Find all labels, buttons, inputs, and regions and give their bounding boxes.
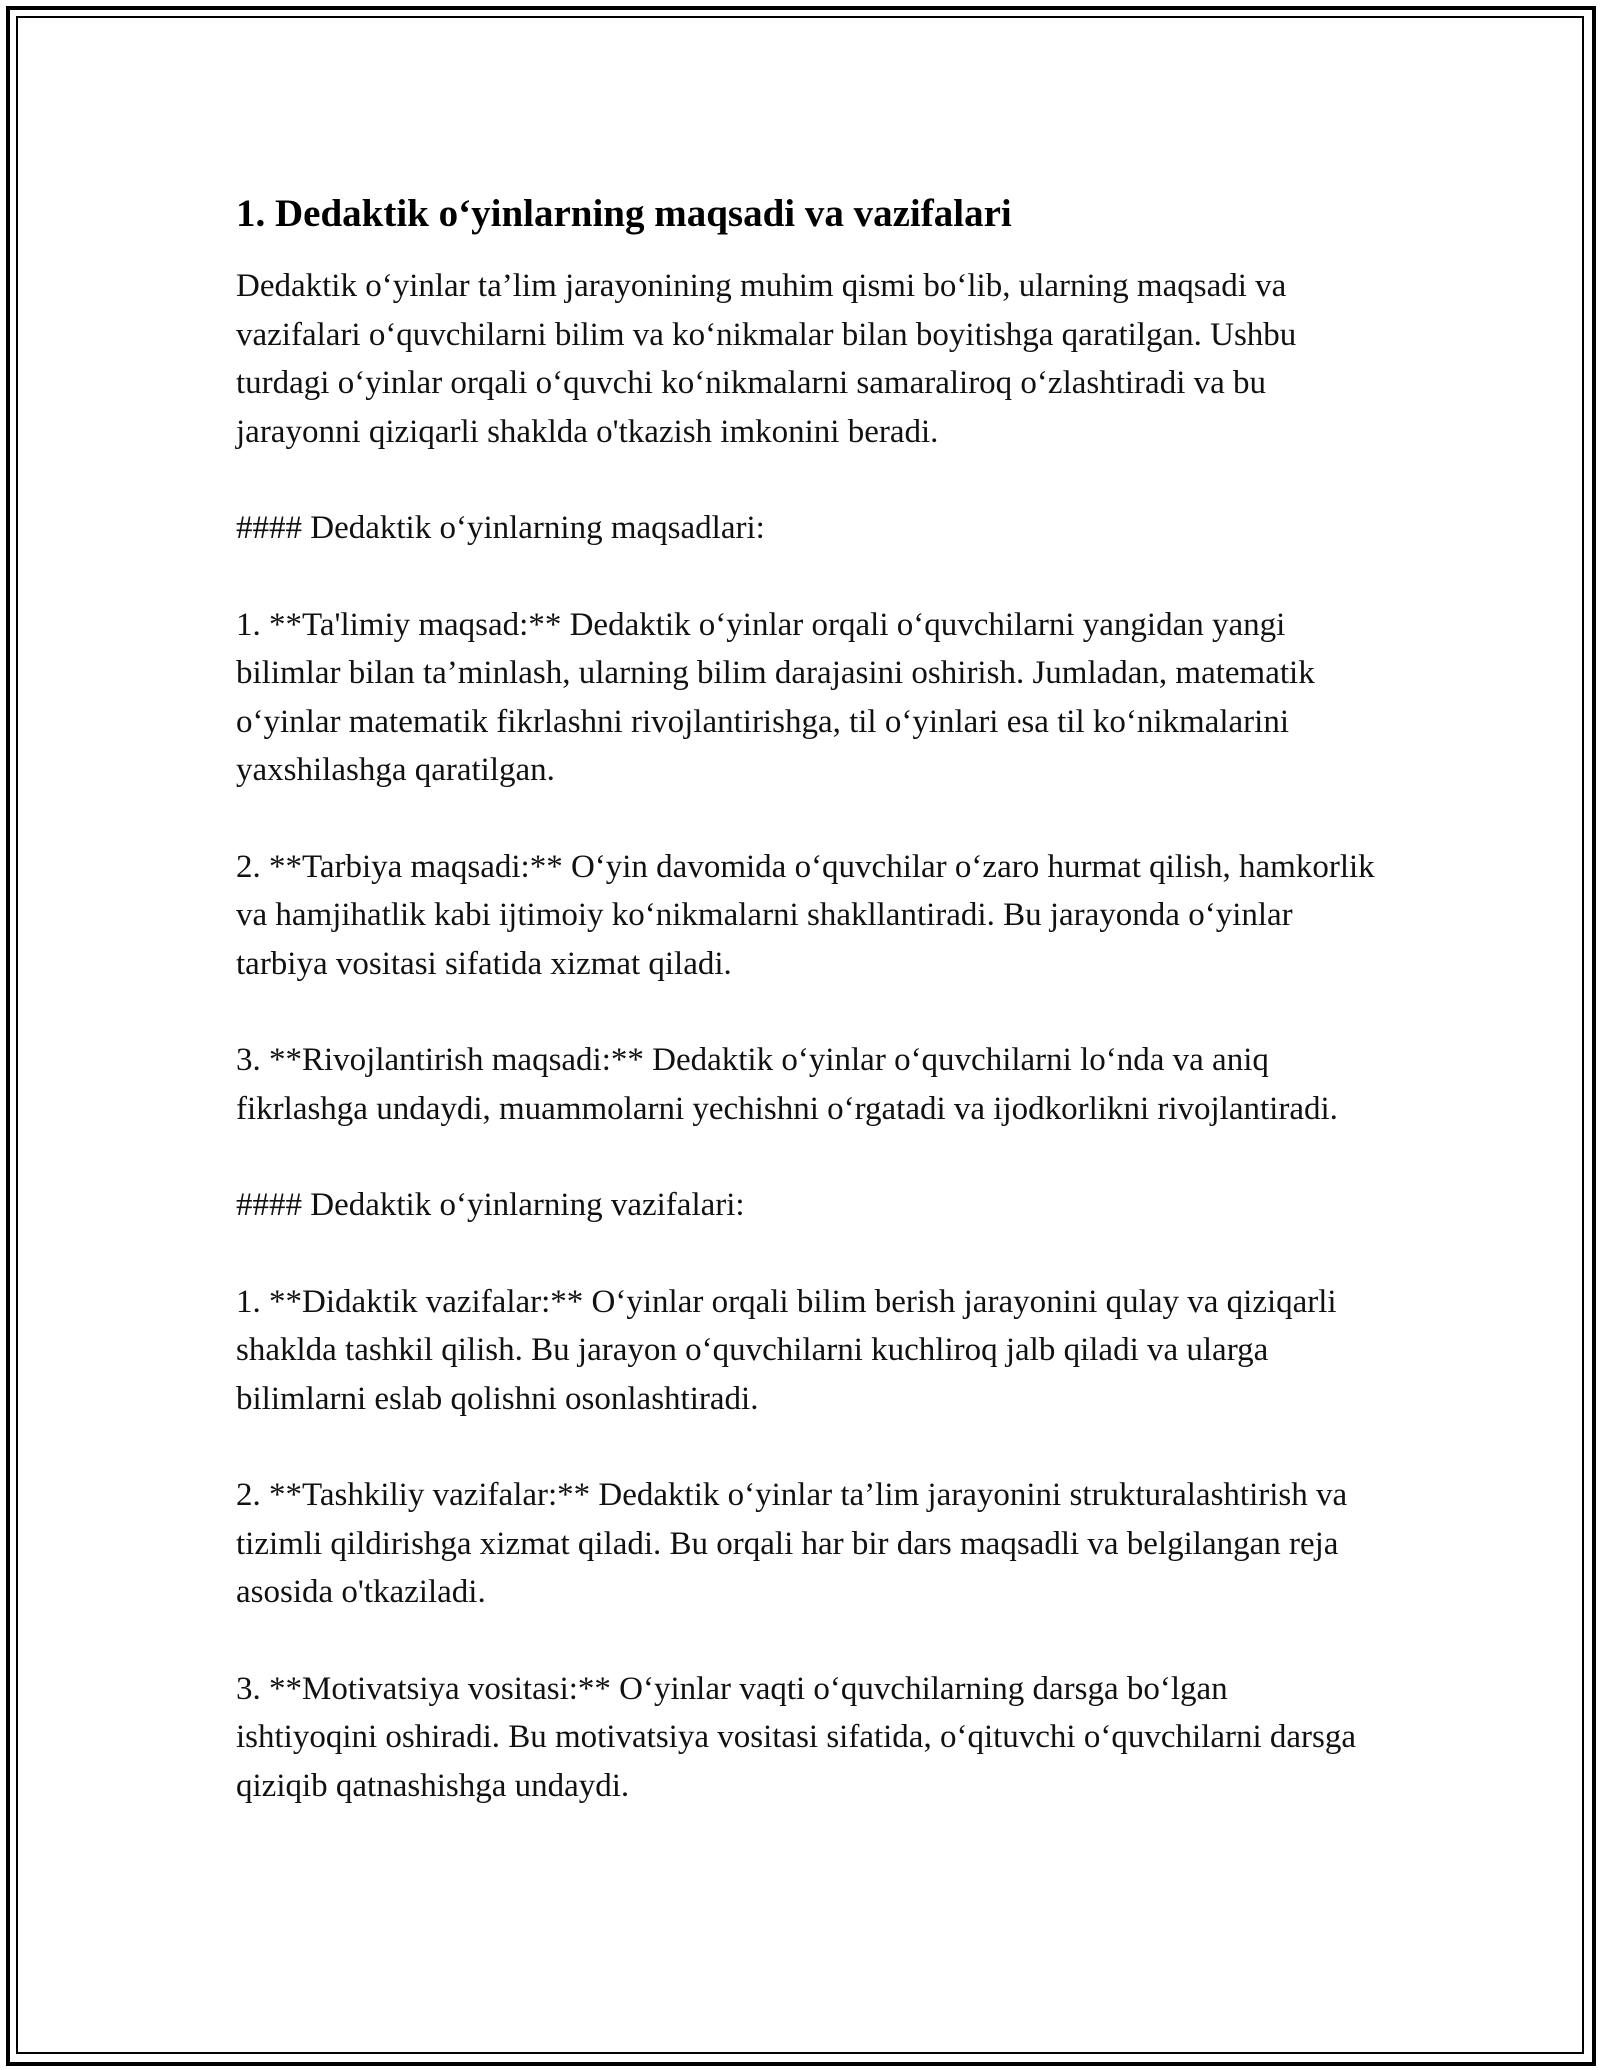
task-item-motivation: 3. **Motivatsiya vositasi:** O‘yinlar vaqti o‘quvchilarning darsga bo‘lgan ishtiyoqini oshiradi. Bu motivatsiya vositasi sifatida, o‘qituvchi o‘quvchilarni darsga qiziqib qatnashishga undaydi.	[236, 1670, 1357, 1804]
goals-heading: #### Dedaktik o‘yinlarning maqsadlari:	[236, 510, 765, 546]
intro-paragraph: Dedaktik o‘yinlar ta’lim jarayonining muhim qismi bo‘lib, ularning maqsadi va vazifalari o‘quvchilarni bilim va ko‘nikmalar bilan boyitishga qaratilgan. Ushbu turdagi o‘yinlar orqali o‘quvchi ko‘nikmalarni samaraliroq o‘zlashtiradi va bu jarayonni qiziqarli shaklda o'tkazish imkonini beradi.	[236, 268, 1297, 450]
task-item-organizational: 2. **Tashkiliy vazifalar:** Dedaktik o‘yinlar ta’lim jarayonini strukturalashtirish va tizimli qildirishga xizmat qiladi. Bu orqali har bir dars maqsadli va belgilangan reja asosida o'tkaziladi.	[236, 1477, 1348, 1610]
goal-item-development: 3. **Rivojlantirish maqsadi:** Dedaktik o‘yinlar o‘quvchilarni lo‘nda va aniq fikrlashga undaydi, muammolarni yechishni o‘rgatadi va ijodkorlikni rivojlantiradi.	[236, 1042, 1338, 1127]
tasks-heading: #### Dedaktik o‘yinlarning vazifalari:	[236, 1187, 745, 1223]
document-body	[236, 190, 1376, 1858]
document-title: 1. Dedaktik o‘yinlarning maqsadi va vazifalari	[236, 192, 1012, 235]
task-item-didactic: 1. **Didaktik vazifalar:** O‘yinlar orqali bilim berish jarayonini qulay va qiziqarli shaklda tashkil qilish. Bu jarayon o‘quvchilarni kuchliroq jalb qiladi va ularga bilimlarni eslab qolishni osonlashtiradi.	[236, 1283, 1337, 1417]
goal-item-upbringing: 2. **Tarbiya maqsadi:** O‘yin davomida o‘quvchilar o‘zaro hurmat qilish, hamkorlik va hamjihatlik kabi ijtimoiy ko‘nikmalarni shakllantiradi. Bu jarayonda o‘yinlar tarbiya vositasi sifatida xizmat qiladi.	[236, 848, 1375, 982]
goal-item-educational: 1. **Ta'limiy maqsad:** Dedaktik o‘yinlar orqali o‘quvchilarni yangidan yangi bilimlar bilan ta’minlash, ularning bilim darajasini oshirish. Jumladan, matematik o‘yinlar matematik fikrlashni rivojlantirishga, til o‘yinlari esa til ko‘nikmalarini yaxshilashga qaratilgan.	[236, 606, 1315, 788]
